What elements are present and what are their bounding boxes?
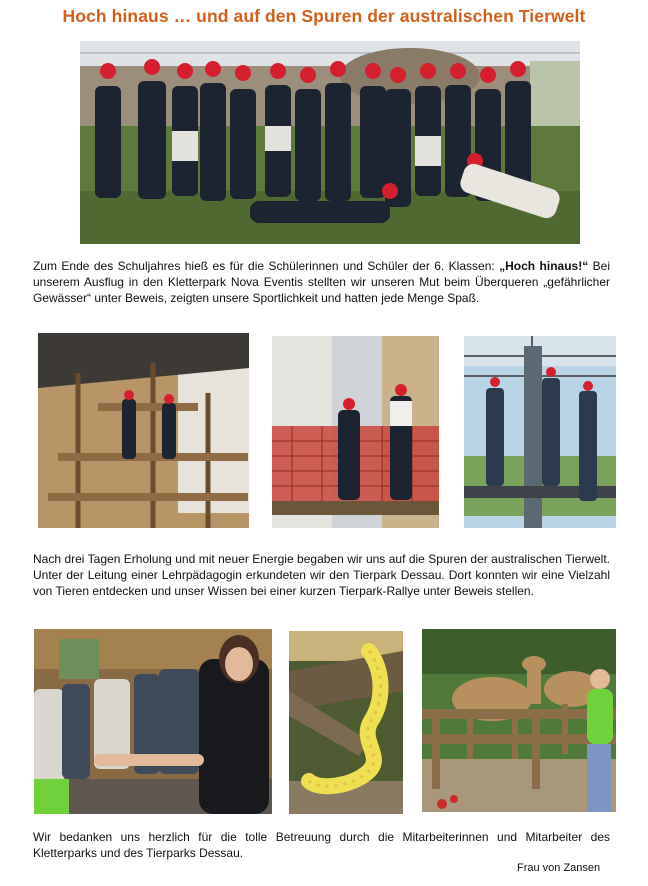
photo-climbing-tower (38, 333, 249, 528)
signature: Frau von Zansen (517, 862, 601, 874)
thanks-paragraph: Wir bedanken uns herzlich für die tolle Betreuung durch die Mitarbeiterinnen und Mitarbeiter des Kletterparks und des Tierparks Dessau. (33, 830, 610, 861)
photo-zoo-teacher (34, 629, 272, 814)
group-photo-climbing-park (80, 41, 580, 244)
photo-camels (422, 629, 616, 812)
photo-net-bridge (272, 336, 439, 528)
photo-python (289, 631, 403, 814)
photo-high-ropes (464, 336, 616, 528)
intro-paragraph (33, 258, 610, 307)
intro-text-part2: Bei unserem Ausflug in den Kletterpark Nova Eventis stellten wir unseren Mut beim Überqueren „gefährlicher Gewässer“ unter Beweis, zeigten unsere Sportlichkeit und hatten jede Menge Spaß. (33, 259, 610, 306)
intro-text-part1: Zum Ende des Schuljahres hieß es für die Schülerinnen und Schüler der 6. Klassen: (33, 259, 500, 273)
intro-text-bold: „Hoch hinaus!“ (499, 259, 589, 273)
zoo-paragraph: Nach drei Tagen Erholung und mit neuer Energie begaben wir uns auf die Spuren der australischen Tierwelt. Unter der Leitung einer Lehrpädagogin erkundeten wir den Tierpark Dessau. Dort konnten wir eine Vielzahl von Tieren entdecken und unser Wissen bei einer kurzen Tierpark-Rallye unter Beweis stellen. (33, 552, 610, 599)
article-title: Hoch hinaus … und auf den Spuren der australischen Tierwelt (62, 6, 586, 26)
